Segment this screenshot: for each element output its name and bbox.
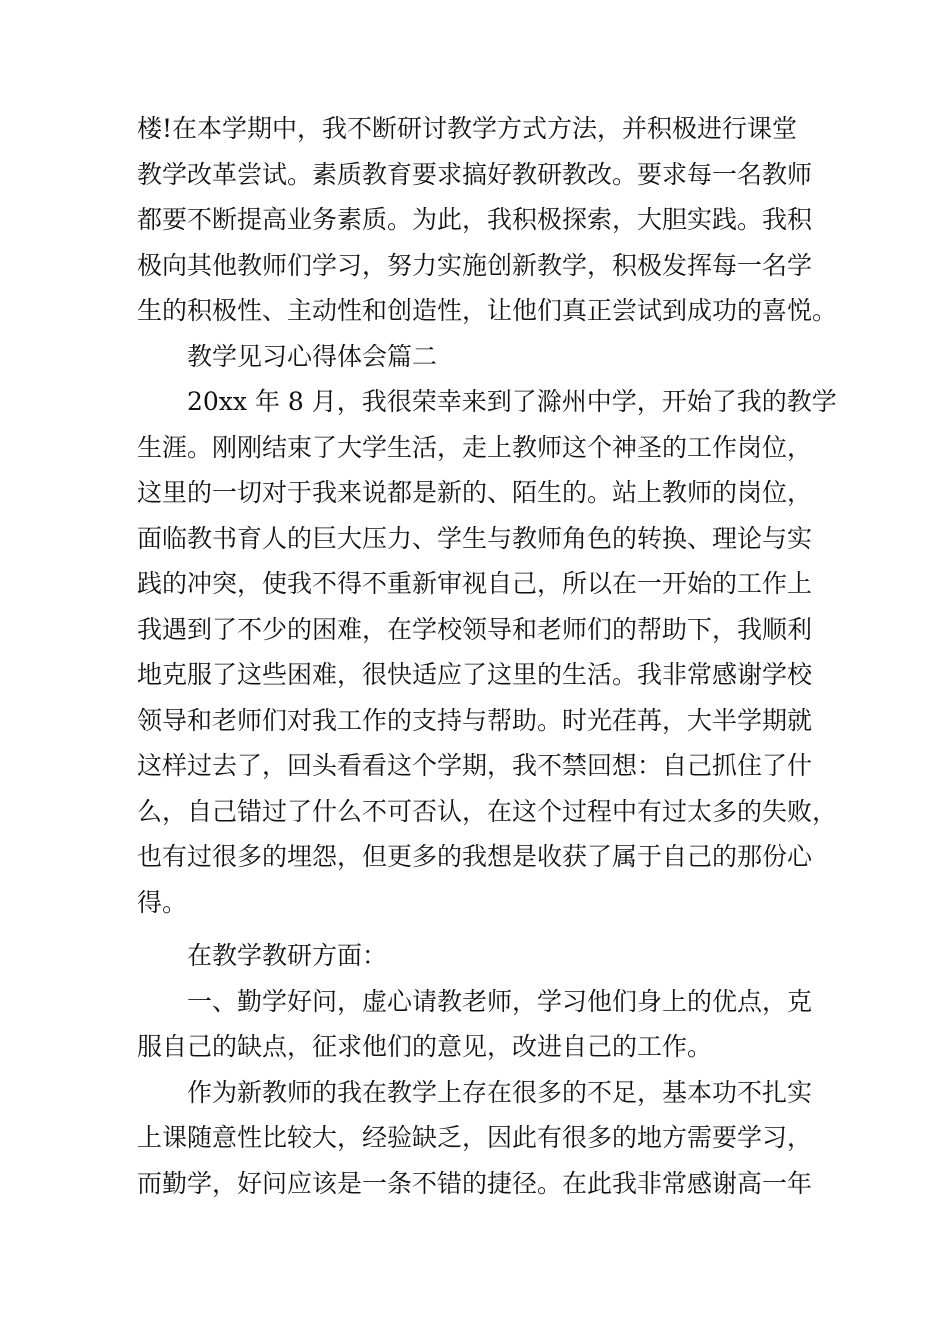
text-line: 作为新教师的我在教学上存在很多的不足，基本功不扎实 xyxy=(187,1077,813,1107)
text-line: 这里的一切对于我来说都是新的、陌生的。站上教师的岗位， xyxy=(137,478,813,507)
text-line: 得。 xyxy=(137,887,188,917)
text-line: 一、勤学好问，虚心请教老师，学习他们身上的优点，克 xyxy=(187,986,813,1016)
text-line: 领导和老师们对我工作的支持与帮助。时光荏苒，大半学期就 xyxy=(137,705,813,735)
text-line: 20xx 年 8 月，我很荣幸来到了滁州中学，开始了我的教学 xyxy=(187,387,837,416)
text-line: 都要不断提高业务素质。为此，我积极探索，大胆实践。我积 xyxy=(137,205,813,234)
text-line: 么，自己错过了什么不可否认，在这个过程中有过太多的失败， xyxy=(137,796,838,826)
text-line: 服自己的缺点，征求他们的意见，改进自己的工作。 xyxy=(137,1032,713,1061)
paragraph-1 xyxy=(137,106,837,334)
document-body xyxy=(137,106,837,1206)
text-line: 也有过很多的埋怨，但更多的我想是收获了属于自己的那份心 xyxy=(137,842,813,871)
paragraph-4 xyxy=(137,1070,837,1207)
text-line: 践的冲突，使我不得不重新审视自己，所以在一开始的工作上 xyxy=(137,569,813,598)
text-line: 这样过去了，回头看看这个学期，我不禁回想：自己抓住了什 xyxy=(137,751,813,780)
text-line: 楼!在本学期中，我不断研讨教学方式方法，并积极进行课堂 xyxy=(137,114,798,143)
text-line: 生涯。刚刚结束了大学生活，走上教师这个神圣的工作岗位， xyxy=(137,432,813,462)
text-line: 生的积极性、主动性和创造性，让他们真正尝试到成功的喜悦。 xyxy=(137,296,838,325)
text-line: 而勤学，好问应该是一条不错的捷径。在此我非常感谢高一年 xyxy=(137,1168,813,1198)
text-line: 面临教书育人的巨大压力、学生与教师角色的转换、理论与实 xyxy=(137,523,813,553)
text-line: 地克服了这些困难，很快适应了这里的生活。我非常感谢学校 xyxy=(137,660,813,689)
section-heading: 教学见习心得体会篇二 xyxy=(187,341,438,371)
text-line: 我遇到了不少的困难，在学校领导和老师们的帮助下，我顺利 xyxy=(137,614,813,644)
text-line: 教学改革尝试。素质教育要求搞好教研教改。要求每一名教师 xyxy=(137,159,813,189)
paragraph-3 xyxy=(137,979,837,1070)
paragraph-2 xyxy=(137,379,837,925)
text-line: 上课随意性比较大，经验缺乏，因此有很多的地方需要学习， xyxy=(137,1123,813,1152)
section-label: 在教学教研方面： xyxy=(187,941,388,970)
text-line: 极向其他教师们学习，努力实施创新教学，积极发挥每一名学 xyxy=(137,250,813,280)
